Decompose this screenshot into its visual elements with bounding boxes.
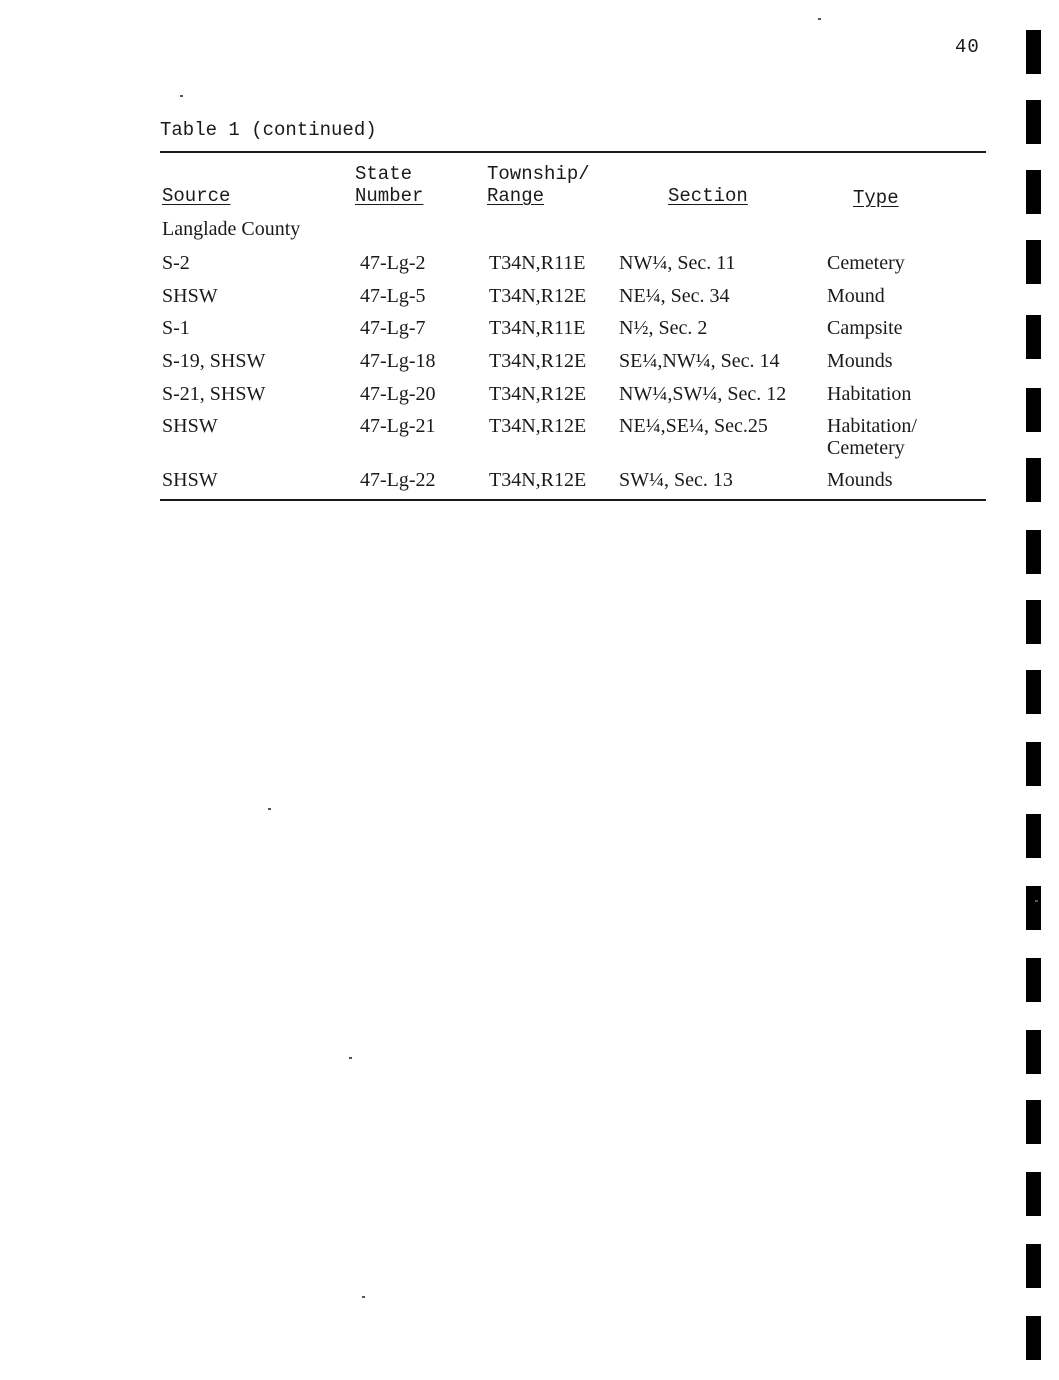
- cell-township-range: T34N,R11E: [489, 252, 586, 274]
- header-state-line1: State: [355, 163, 413, 185]
- binding-mark: [1026, 886, 1041, 930]
- binding-mark: [1026, 670, 1041, 714]
- scan-speck: [180, 95, 183, 97]
- header-state-number: [355, 163, 423, 207]
- cell-source: SHSW: [162, 469, 218, 491]
- cell-state-number: 47-Lg-2: [360, 252, 426, 274]
- cell-township-range: T34N,R12E: [489, 415, 587, 437]
- scan-speck: [818, 18, 821, 20]
- cell-township-range: T34N,R11E: [489, 317, 586, 339]
- scan-speck: [362, 1296, 365, 1298]
- cell-state-number: 47-Lg-5: [360, 285, 426, 307]
- header-township-line2: Range: [487, 185, 545, 207]
- cell-state-number: 47-Lg-18: [360, 350, 436, 372]
- header-township-line1: Township/: [487, 163, 590, 185]
- cell-section: N½, Sec. 2: [619, 317, 708, 339]
- cell-source: SHSW: [162, 415, 218, 437]
- binding-mark: [1026, 600, 1041, 644]
- cell-type: Habitation: [827, 383, 912, 405]
- binding-mark: [1026, 170, 1041, 214]
- cell-source: S-21, SHSW: [162, 383, 266, 405]
- cell-type: Habitation/ Cemetery: [827, 415, 917, 459]
- header-township-range: [487, 163, 590, 207]
- binding-mark: [1026, 1030, 1041, 1074]
- scan-speck: [1035, 900, 1038, 902]
- scan-speck: [268, 808, 271, 810]
- cell-source: SHSW: [162, 285, 218, 307]
- cell-source: S-2: [162, 252, 190, 274]
- table-top-rule: [160, 151, 986, 153]
- cell-township-range: T34N,R12E: [489, 285, 587, 307]
- binding-mark: [1026, 315, 1041, 359]
- cell-type: Campsite: [827, 317, 903, 339]
- header-section: Section: [668, 185, 748, 207]
- cell-state-number: 47-Lg-22: [360, 469, 436, 491]
- cell-type: Cemetery: [827, 252, 905, 274]
- cell-section: NE¼, Sec. 34: [619, 285, 730, 307]
- cell-state-number: 47-Lg-7: [360, 317, 426, 339]
- cell-section: SW¼, Sec. 13: [619, 469, 733, 491]
- binding-mark: [1026, 458, 1041, 502]
- cell-type: Mounds: [827, 469, 893, 491]
- header-source: Source: [162, 185, 231, 207]
- cell-section: NW¼,SW¼, Sec. 12: [619, 383, 787, 405]
- cell-section: NE¼,SE¼, Sec.25: [619, 415, 768, 437]
- cell-type: Mound: [827, 285, 885, 307]
- binding-mark: [1026, 30, 1041, 74]
- cell-source: S-1: [162, 317, 190, 339]
- binding-mark: [1026, 388, 1041, 432]
- binding-mark: [1026, 530, 1041, 574]
- cell-section: NW¼, Sec. 11: [619, 252, 736, 274]
- binding-mark: [1026, 1172, 1041, 1216]
- binding-mark: [1026, 814, 1041, 858]
- binding-mark: [1026, 742, 1041, 786]
- header-type: Type: [853, 187, 899, 209]
- page-number: 40: [955, 36, 980, 58]
- binding-mark: [1026, 100, 1041, 144]
- binding-mark: [1026, 1100, 1041, 1144]
- cell-township-range: T34N,R12E: [489, 469, 587, 491]
- binding-mark: [1026, 958, 1041, 1002]
- cell-township-range: T34N,R12E: [489, 350, 587, 372]
- binding-mark: [1026, 1316, 1041, 1360]
- binding-mark: [1026, 240, 1041, 284]
- cell-section: SE¼,NW¼, Sec. 14: [619, 350, 780, 372]
- scan-speck: [349, 1057, 352, 1059]
- cell-state-number: 47-Lg-20: [360, 383, 436, 405]
- header-state-line2: Number: [355, 185, 424, 207]
- table-caption: Table 1 (continued): [160, 119, 377, 141]
- cell-type: Mounds: [827, 350, 893, 372]
- binding-mark: [1026, 1244, 1041, 1288]
- cell-township-range: T34N,R12E: [489, 383, 587, 405]
- county-group-label: Langlade County: [162, 218, 301, 240]
- cell-source: S-19, SHSW: [162, 350, 266, 372]
- table-bottom-rule: [160, 499, 986, 501]
- cell-state-number: 47-Lg-21: [360, 415, 436, 437]
